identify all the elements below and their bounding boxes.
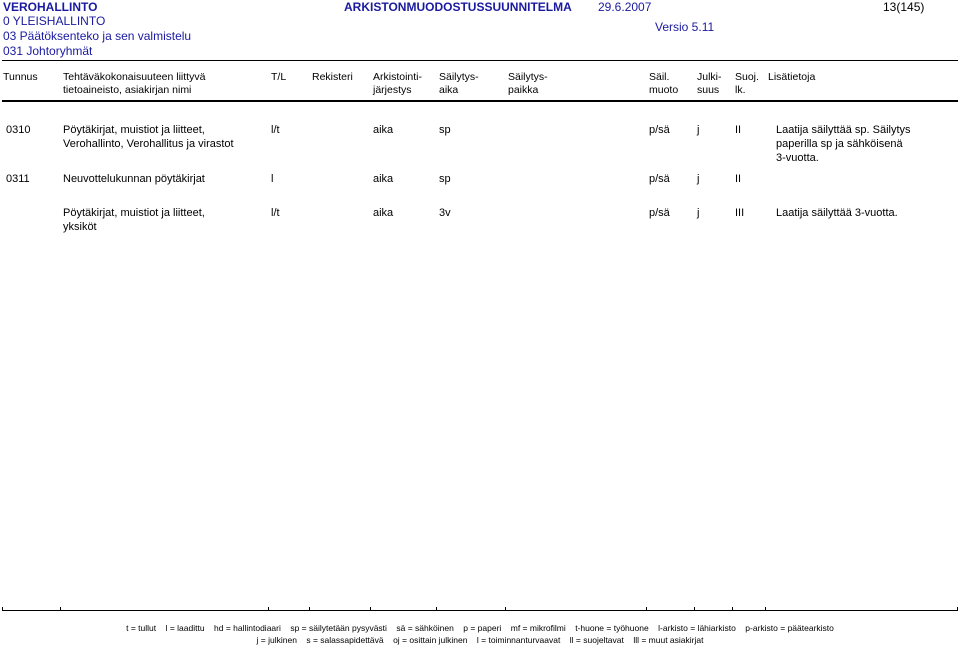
col-tunnus: Tunnus bbox=[3, 71, 38, 83]
row-sailmuoto: p/sä bbox=[649, 124, 670, 136]
row-tl: l bbox=[271, 173, 274, 185]
level-0-heading: 0 YLEISHALLINTO bbox=[3, 14, 106, 28]
row-julkisuus: j bbox=[697, 173, 700, 185]
level-03-heading: 03 Päätöksenteko ja sen valmistelu bbox=[3, 29, 192, 43]
col-sailmuoto-line1: Säil. bbox=[649, 71, 670, 83]
row-tl: l/t bbox=[271, 124, 280, 136]
col-sailytyspaikka-line2: paikka bbox=[508, 84, 539, 96]
row-suoj: II bbox=[735, 173, 742, 185]
page-number: 13(145) bbox=[883, 0, 925, 14]
row-tunnus: 0311 bbox=[6, 173, 30, 185]
footer-tick bbox=[60, 607, 61, 610]
level-031-heading: 031 Johtoryhmät bbox=[3, 44, 93, 58]
row-suoj: III bbox=[735, 207, 745, 219]
footer-tick bbox=[765, 607, 766, 610]
row-arkistointi: aika bbox=[373, 173, 394, 185]
row-name-line1: Pöytäkirjat, muistiot ja liitteet, bbox=[63, 124, 205, 136]
footer-tick bbox=[268, 607, 269, 610]
row-lisatietoja-line3: 3-vuotta. bbox=[776, 152, 819, 164]
legend-line-1: t = tullut l = laadittu hd = hallintodiaari sp = säilytetään pysyvästi sä = sähköinen p = paperi mf = mikrofilmi t-huone = työhuone l-arkisto = lähiarkisto p-arkisto = päätearkisto bbox=[126, 623, 834, 633]
row-lisatietoja-line2: paperilla sp ja sähköisenä bbox=[776, 138, 903, 150]
row-sailytysaika: sp bbox=[439, 173, 451, 185]
row-julkisuus: j bbox=[697, 124, 700, 136]
col-suoj-line2: lk. bbox=[735, 84, 746, 96]
col-sailytysaika-line2: aika bbox=[439, 84, 459, 96]
col-julkisuus-line1: Julki- bbox=[697, 71, 722, 83]
row-suoj: II bbox=[735, 124, 742, 136]
row-name-line1: Pöytäkirjat, muistiot ja liitteet, bbox=[63, 207, 205, 219]
footer-tick bbox=[2, 607, 3, 610]
row-arkistointi: aika bbox=[373, 124, 394, 136]
col-julkisuus-line2: suus bbox=[697, 84, 720, 96]
row-sailytysaika: 3v bbox=[439, 207, 451, 219]
row-tl: l/t bbox=[271, 207, 280, 219]
col-tl: T/L bbox=[271, 71, 287, 83]
row-arkistointi: aika bbox=[373, 207, 394, 219]
row-lisatietoja-line1: Laatija säilyttää 3-vuotta. bbox=[776, 207, 898, 219]
version-label: Versio 5.11 bbox=[655, 20, 715, 34]
col-sailytyspaikka-line1: Säilytys- bbox=[508, 71, 548, 83]
row-lisatietoja-line1: Laatija säilyttää sp. Säilytys bbox=[776, 124, 911, 136]
row-name-line1: Neuvottelukunnan pöytäkirjat bbox=[63, 173, 205, 185]
col-suoj-line1: Suoj. bbox=[735, 71, 759, 83]
row-name-line2: yksiköt bbox=[63, 221, 97, 233]
row-name-line2: Verohallinto, Verohallitus ja virastot bbox=[63, 138, 234, 150]
footer-tick bbox=[957, 607, 958, 610]
col-tehtava-line1: Tehtäväkokonaisuuteen liittyvä bbox=[63, 71, 206, 83]
footer-tick bbox=[646, 607, 647, 610]
document-date: 29.6.2007 bbox=[598, 0, 652, 14]
footer-tick bbox=[309, 607, 310, 610]
footer-tick bbox=[370, 607, 371, 610]
document-title: ARKISTONMUODOSTUSSUUNNITELMA bbox=[344, 0, 572, 14]
col-lisatietoja: Lisätietoja bbox=[768, 71, 816, 83]
row-julkisuus: j bbox=[697, 207, 700, 219]
row-sailmuoto: p/sä bbox=[649, 207, 670, 219]
footer-divider bbox=[2, 610, 958, 611]
col-sailmuoto-line2: muoto bbox=[649, 84, 679, 96]
row-sailytysaika: sp bbox=[439, 124, 451, 136]
footer-tick bbox=[694, 607, 695, 610]
org-name: VEROHALLINTO bbox=[3, 0, 98, 14]
col-tehtava-line2: tietoaineisto, asiakirjan nimi bbox=[63, 84, 192, 96]
header-divider-bottom bbox=[2, 100, 958, 102]
row-sailmuoto: p/sä bbox=[649, 173, 670, 185]
col-sailytysaika-line1: Säilytys- bbox=[439, 71, 479, 83]
col-arkistointi-line2: järjestys bbox=[373, 84, 412, 96]
header-divider-top bbox=[2, 60, 958, 61]
footer-tick bbox=[505, 607, 506, 610]
footer-tick bbox=[732, 607, 733, 610]
footer-tick bbox=[436, 607, 437, 610]
row-tunnus: 0310 bbox=[6, 124, 31, 136]
col-arkistointi-line1: Arkistointi- bbox=[373, 71, 423, 83]
legend-line-2: j = julkinen s = salassapidettävä oj = osittain julkinen l = toiminnanturvaavat ll = suojeltavat lll = muut asiakirjat bbox=[256, 635, 704, 645]
col-rekisteri: Rekisteri bbox=[312, 71, 353, 83]
